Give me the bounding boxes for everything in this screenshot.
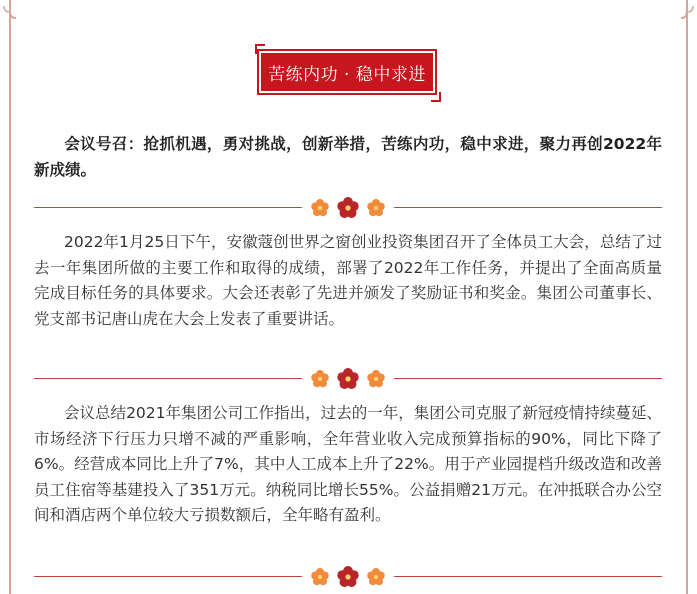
flower-icon [336,196,360,220]
banner-title: 苦练内功 · 稳中求进 [259,51,435,93]
flower-divider [34,367,662,391]
flower-icon [366,567,386,587]
paragraph-text: 2022年1月25日下午，安徽蔻创世界之窗创业投资集团召开了全体员工大会，总结了过去一年集团所做的主要工作和取得的成绩，部署了2022年工作任务，并提出了全面高质量完成目标任务的具体要求。大会还表彰了先进并颁发了奖励证书和奖金。集团公司董事长、党支部书记唐山虎在大会上发表了重要讲话。 [34,233,662,328]
flower-icon [336,565,360,589]
flower-icon [366,369,386,389]
work-review-paragraph [34,401,662,529]
flower-icon [310,369,330,389]
flower-divider [34,196,662,220]
flower-icon [336,367,360,391]
corner-ornament-right [678,0,696,20]
banner-corner-bottom-right [431,92,441,102]
right-frame-border [686,0,688,594]
meeting-summary-paragraph [34,230,662,332]
meeting-call-paragraph [34,132,662,183]
left-frame-border [9,0,11,594]
flower-icon [310,567,330,587]
corner-ornament-left [1,0,19,20]
flower-icon [310,198,330,218]
paragraph-text: 会议号召：抢抓机遇，勇对挑战，创新举措，苦练内功，稳中求进，聚力再创2022年新成绩。 [34,135,662,179]
flower-icon [366,198,386,218]
flower-divider [34,565,662,589]
paragraph-text: 会议总结2021年集团公司工作指出，过去的一年，集团公司克服了新冠疫情持续蔓延、市场经济下行压力只增不减的严重影响，全年营业收入完成预算指标的90%，同比下降了6%。经营成本同比上升了7%，其中人工成本上升了22%。用于产业园提档升级改造和改善员工住宿等基建投入了351万元。纳税同比增长55%。公益捐赠21万元。在冲抵联合办公空间和酒店两个单位较大亏损数额后，全年略有盈利。 [34,404,662,524]
section-banner [255,44,441,102]
